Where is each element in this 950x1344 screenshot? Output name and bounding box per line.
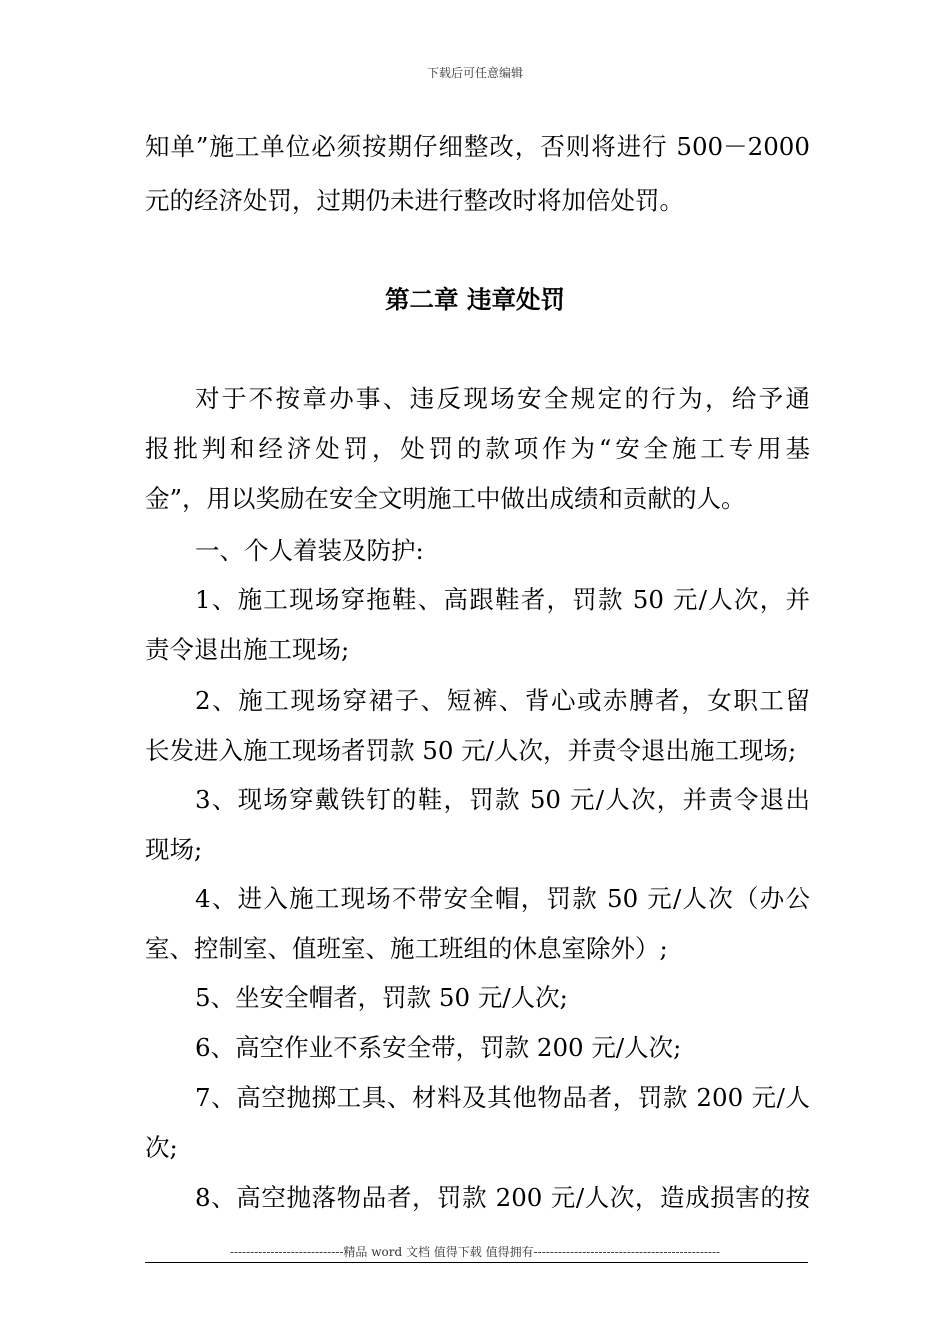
page-header-note: 下载后可任意编辑 — [426, 66, 523, 80]
paragraph-1-line-1: 对于不按章办事、违反现场安全规定的行为，给予通 — [195, 384, 810, 413]
intro-line-2: 元的经济处罚，过期仍未进行整改时将加倍处罚。 — [145, 186, 684, 215]
item-8-line-1: 8、高空抛落物品者，罚款 200 元/人次，造成损害的按 — [195, 1183, 810, 1212]
item-5: 5、坐安全帽者，罚款 50 元/人次; — [195, 983, 568, 1012]
item-3-line-2: 现场; — [145, 835, 203, 864]
item-3-line-1: 3、现场穿戴铁钉的鞋，罚款 50 元/人次，并责令退出 — [195, 785, 810, 814]
item-1-line-2: 责令退出施工现场; — [145, 635, 350, 664]
chapter-title: 第二章 违章处罚 — [384, 285, 566, 314]
paragraph-1-line-2: 报批判和经济处罚，处罚的款项作为“安全施工专用基 — [145, 434, 810, 463]
item-2-line-1: 2、施工现场穿裙子、短裤、背心或赤膊者，女职工留 — [195, 686, 810, 715]
item-7-line-1: 7、高空抛掷工具、材料及其他物品者，罚款 200 元/人 — [195, 1083, 810, 1112]
item-6: 6、高空作业不系安全带，罚款 200 元/人次; — [195, 1033, 682, 1062]
section-heading-1: 一、个人着装及防护: — [195, 536, 424, 565]
item-2-line-2: 长发进入施工现场者罚款 50 元/人次，并责令退出施工现场; — [145, 736, 797, 765]
intro-line-1: 知单”施工单位必须按期仔细整改，否则将进行 500－2000 — [145, 132, 810, 161]
item-4-line-2: 室、控制室、值班室、施工班组的休息室除外）; — [145, 934, 668, 963]
item-4-line-1: 4、进入施工现场不带安全帽，罚款 50 元/人次（办公 — [195, 884, 810, 913]
item-7-line-2: 次; — [145, 1133, 178, 1162]
footer-rule — [145, 1262, 808, 1263]
page-footer-note: ----------------------------精品 word 文档 值得下载 值得拥有---------------------------------------------- — [229, 1245, 721, 1259]
item-1-line-1: 1、施工现场穿拖鞋、高跟鞋者，罚款 50 元/人次，并 — [195, 585, 810, 614]
paragraph-1-line-3: 金”，用以奖励在安全文明施工中做出成绩和贡献的人。 — [145, 484, 746, 513]
